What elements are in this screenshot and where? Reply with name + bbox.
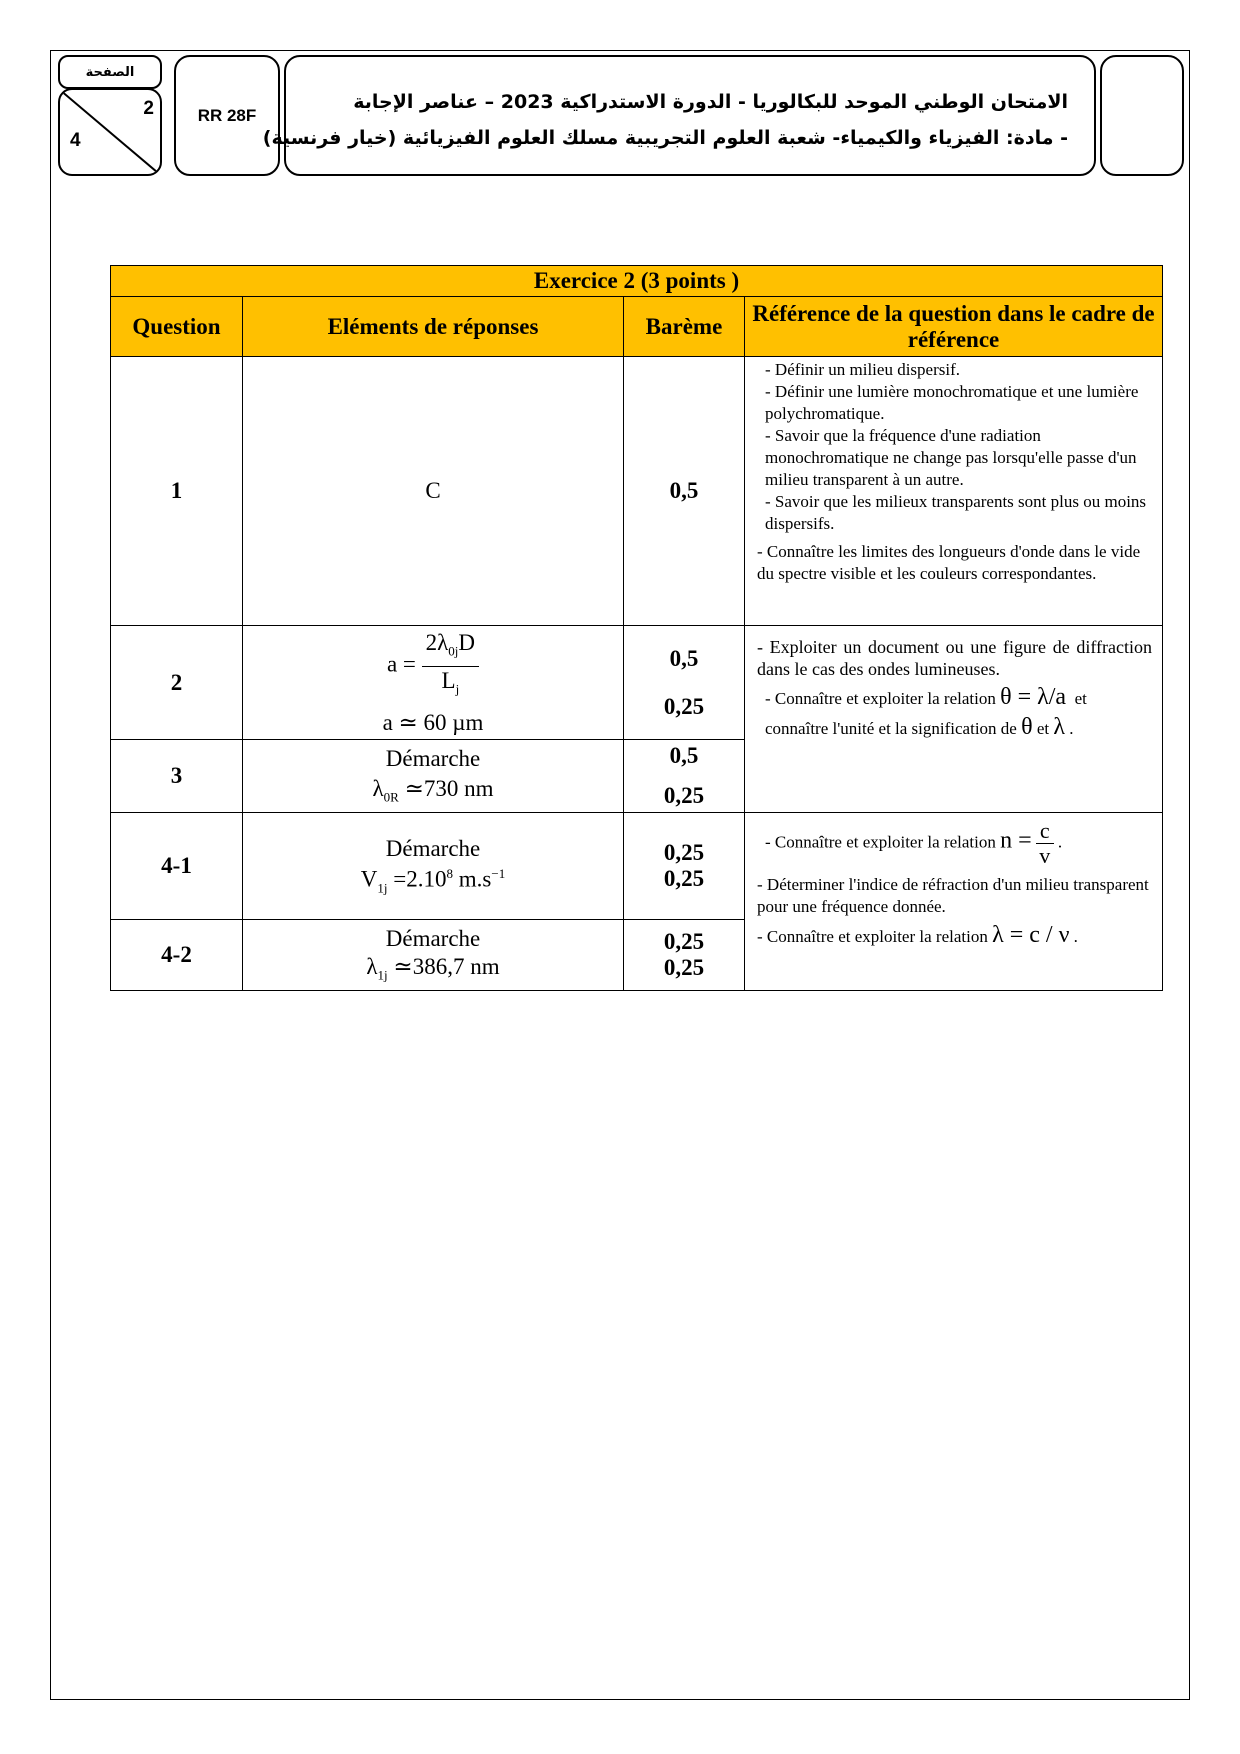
symbol-lambda: λ — [1053, 714, 1066, 740]
column-header-answers: Eléments de réponses — [243, 297, 624, 357]
reference-item: - Définir un milieu dispersif. — [765, 360, 960, 379]
reference-cell — [745, 813, 1163, 991]
column-header-question: Question — [111, 297, 243, 357]
page-current: 2 — [143, 98, 154, 119]
question-number: 3 — [111, 740, 243, 813]
formula-a — [243, 629, 623, 703]
page-number-box — [58, 88, 162, 176]
reference-item: - Exploiter un document ou une figure de diffraction dans le cas des ondes lumineuses. — [757, 637, 1153, 679]
points-cell — [624, 920, 745, 991]
table-row — [111, 357, 1163, 626]
reference-cell — [745, 626, 1163, 813]
points-value: 0,5 — [669, 645, 699, 671]
reference-item: - Définir une lumière monochromatique et une lumière polychromatique. — [765, 382, 1139, 423]
formula-denominator: L — [441, 668, 456, 693]
question-number: 2 — [111, 626, 243, 740]
answer-cell — [243, 920, 624, 991]
symbol-theta: θ — [1021, 714, 1033, 740]
formula-numerator: 2λ — [425, 630, 449, 656]
result-a: a ≃ 60 µm — [382, 709, 484, 735]
reference-item: - Déterminer l'indice de réfraction d'un milieu transparent pour une fréquence donnée. — [757, 875, 1149, 916]
table-row — [111, 626, 1163, 740]
formula-fraction — [422, 629, 479, 703]
points-cell — [624, 813, 745, 920]
points-cell — [624, 740, 745, 813]
table-row — [111, 813, 1163, 920]
exam-code: RR 28F — [174, 55, 280, 176]
column-header-points: Barème — [624, 297, 745, 357]
result-value: $\lambda_{0R}$ ≃730 nm — [372, 776, 494, 805]
column-header-reference: Référence de la question dans le cadre de référence — [745, 297, 1163, 357]
reference-item: - Connaître les limites des longueurs d'onde dans le vide du spectre visible et les couleurs correspondantes. — [757, 542, 1141, 583]
answer-cell: C — [243, 357, 624, 626]
formula-lhs: a = — [386, 651, 416, 677]
question-number: 1 — [111, 357, 243, 626]
reference-cell — [745, 357, 1163, 626]
empty-header-box — [1100, 55, 1184, 176]
points-value: 0,5 — [669, 743, 699, 768]
reference-item: - Connaître et exploiter la relation λ = c / ν . — [757, 922, 1078, 948]
points-cell — [624, 626, 745, 740]
answer-cell — [243, 740, 624, 813]
answer-table — [110, 265, 1163, 991]
method-label: Démarche — [385, 746, 481, 772]
points-value: 0,25 — [663, 693, 705, 719]
question-number: 4-1 — [111, 813, 243, 920]
points-value: 0,25 — [663, 783, 705, 808]
method-label: Démarche — [385, 835, 481, 861]
exam-title-line2: - مادة: الفيزياء والكيمياء- شعبة العلوم التجريبية مسلك العلوم الفيزيائية (خيار فرنسية) — [262, 127, 1068, 149]
relation-n: n = — [1000, 827, 1032, 854]
points-value: 0,25 — [663, 955, 705, 980]
formula-denominator-sub: j — [455, 681, 460, 697]
reference-item: - Connaître et exploiter la relation n = $\frac{c}{v}$ . — [765, 818, 1063, 868]
result-value: $V_{1j} =2.10^8$ $m.s^{-1}$ — [360, 865, 506, 896]
points-value: 0,25 — [663, 840, 705, 865]
reference-item: - Savoir que les milieux transparents sont plus ou moins dispersifs. — [765, 492, 1147, 533]
result-value: $\lambda_{1j}$ ≃386,7 nm — [366, 954, 500, 983]
exercise-title: Exercice 2 (3 points ) — [111, 266, 1163, 297]
answer-cell — [243, 626, 624, 740]
points-cell: 0,5 — [624, 357, 745, 626]
reference-item: - Connaître et exploiter la relation θ = λ/a et — [765, 684, 1087, 710]
formula-numerator-sub: 0j — [448, 644, 459, 659]
answer-cell — [243, 813, 624, 920]
relation-theta: θ = λ/a — [1000, 684, 1067, 710]
points-value: 0,25 — [663, 866, 705, 891]
exam-title-box — [262, 55, 1096, 176]
method-label: Démarche — [385, 926, 481, 952]
points-value: 0,25 — [663, 929, 705, 954]
fraction-c-over-v: $\frac{c}{v}$ — [1036, 819, 1054, 868]
exam-title-line1: الامتحان الوطني الموحد للبكالوريا - الدورة الاستدراكية 2023 – عناصر الإجابة — [353, 91, 1068, 113]
page-label: الصفحة — [58, 55, 162, 89]
reference-item: - Savoir que la fréquence d'une radiation monochromatique ne change pas lorsqu'elle passe d'un milieu transparent à un autre. — [765, 426, 1137, 489]
formula-numerator-tail: D — [458, 630, 476, 656]
page-total: 4 — [70, 130, 81, 151]
relation-lambda: λ = c / ν — [992, 922, 1070, 948]
reference-item: connaître l'unité et la signification de θ et λ . — [765, 714, 1074, 740]
question-number: 4-2 — [111, 920, 243, 991]
